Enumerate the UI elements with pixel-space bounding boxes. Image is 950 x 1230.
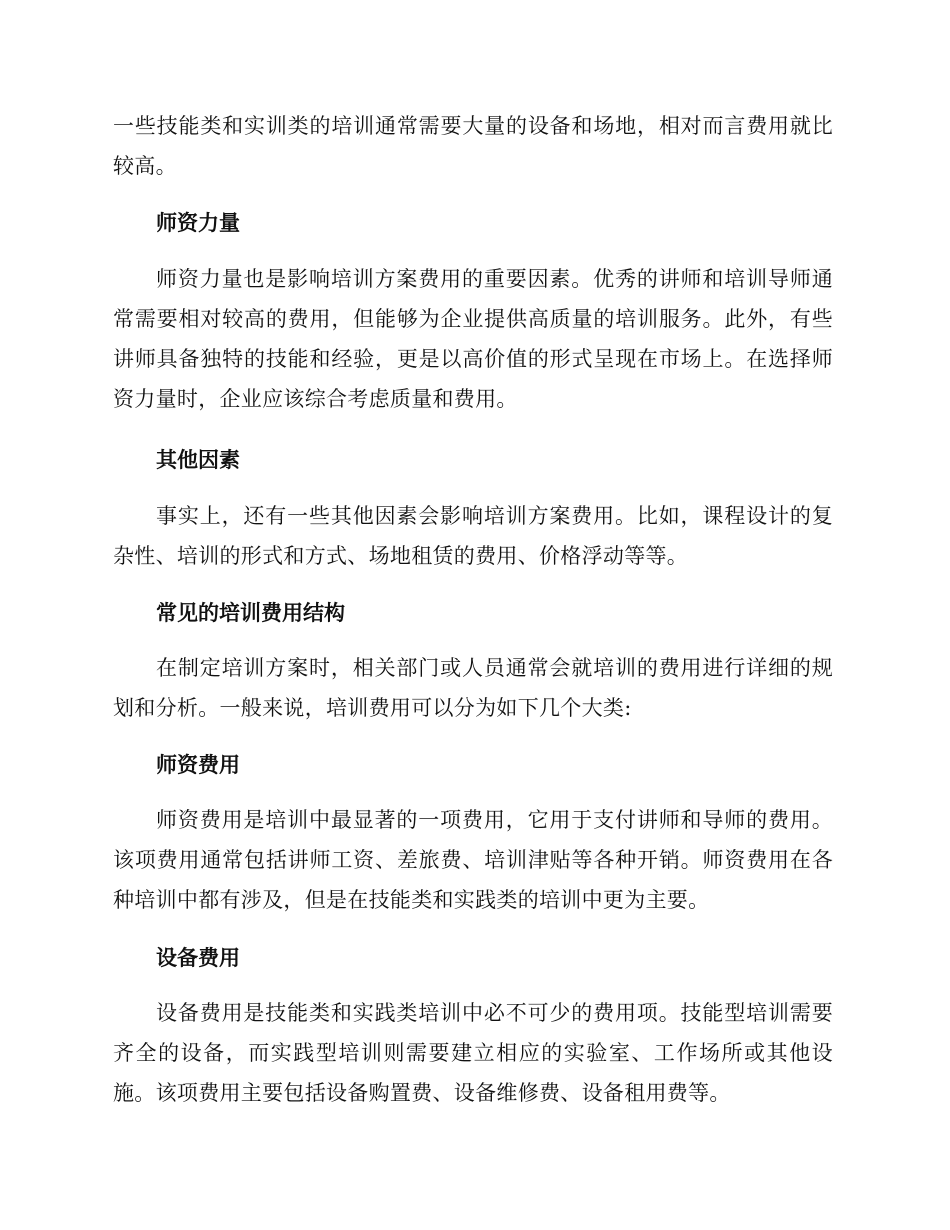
paragraph-cost-structure: 在制定培训方案时，相关部门或人员通常会就培训的费用进行详细的规划和分析。一般来说，培训费用可以分为如下几个大类: [113, 656, 833, 720]
heading-other-factors: 其他因素 [156, 448, 240, 472]
paragraph-other-factors: 事实上，还有一些其他因素会影响培训方案费用。比如，课程设计的复杂性、培训的形式和方式、场地租赁的费用、价格浮动等等。 [113, 504, 833, 568]
heading-teacher-fees: 师资费用 [156, 753, 240, 777]
heading-teacher-strength: 师资力量 [156, 211, 240, 235]
paragraph-equipment-fees: 设备费用是技能类和实践类培训中必不可少的费用项。技能型培训需要齐全的设备，而实践型培训则需要建立相应的实验室、工作场所或其他设施。该项费用主要包括设备购置费、设备维修费、设备租用费等。 [113, 1001, 833, 1105]
paragraph-teacher-strength: 师资力量也是影响培训方案费用的重要因素。优秀的讲师和培训导师通常需要相对较高的费用，但能够为企业提供高质量的培训服务。此外，有些讲师具备独特的技能和经验，更是以高价值的形式呈现在市场上。在选择师资力量时，企业应该综合考虑质量和费用。 [113, 267, 833, 411]
paragraph-teacher-fees: 师资费用是培训中最显著的一项费用，它用于支付讲师和导师的费用。该项费用通常包括讲师工资、差旅费、培训津贴等各种开销。师资费用在各种培训中都有涉及，但是在技能类和实践类的培训中更为主要。 [113, 808, 833, 912]
heading-cost-structure: 常见的培训费用结构 [156, 601, 345, 625]
heading-equipment-fees: 设备费用 [156, 946, 240, 970]
paragraph-intro-continued: 一些技能类和实训类的培训通常需要大量的设备和场地，相对而言费用就比较高。 [113, 114, 833, 178]
